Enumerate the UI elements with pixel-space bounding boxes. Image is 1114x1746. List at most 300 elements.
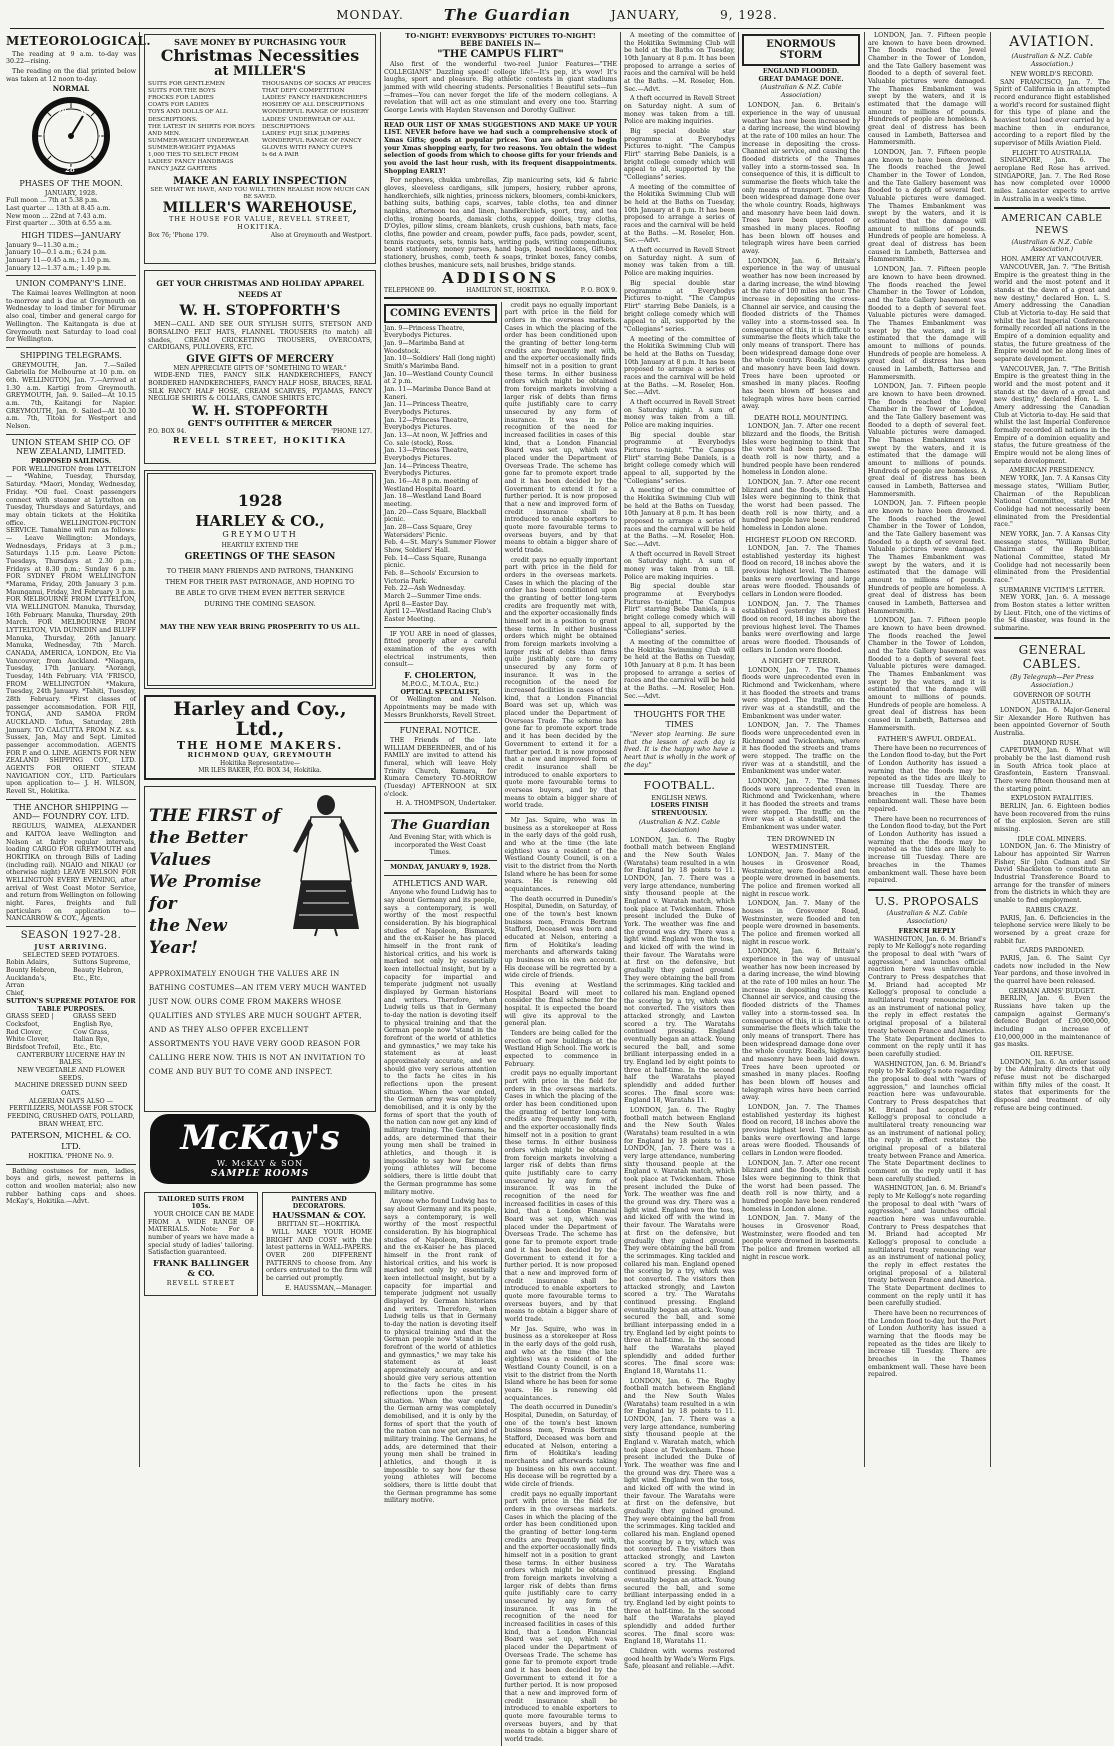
stopforth-phone: 'PHONE 127. bbox=[331, 428, 372, 436]
event-item: April 12—Westland Racing Club's Easter Meeting. bbox=[384, 608, 492, 624]
millers-item: LADIES' FUJI SILK JUMPERS bbox=[262, 130, 350, 137]
potato-item: Chief, bbox=[6, 990, 25, 998]
swimming-text-4: A meeting of the committee of the Hokitika Swimming Club will be held at the Baths on Tuesday, 10th January at 8 p.m. It has been proposed to arrange a series of races and the carnival will be held at the Baths. —M. Roseler, Hon. Sec.—Advt. bbox=[624, 487, 735, 548]
grass-item: Italian Rye, bbox=[73, 1036, 110, 1044]
millers-box: Box 76; 'Phone 179. bbox=[148, 231, 209, 239]
millers-at: at MILLER'S bbox=[214, 63, 306, 79]
storm-text-3: LONDON, Jan. 6. Britain's experience in the way of unusual weather has now been increased by a daring increase, the wind blowing at the rate of 100 miles an hour. The increase in depositing the cross-Channel air service, and causing the flooded districts of the Thames valley into a storm-tossed sea. In consequence of this, it is difficult to summarise the fleets which take the only means of transport. There has been widespread damage done over the whole country. Roads, highways and masonry have been laid down. Trees have been uprooted or smashed in many places. Roofing has been blown off houses and telegraph wires have been carried away. bbox=[742, 948, 860, 1102]
american-text: VANCOUVER, Jan. 7. "The British Empire is the greatest thing in the world and the most potent and it stands at the dawn of a great and new destiny," declared Hon. L. S. Amery addressing the Canadian Club at Victoria to-day. He said that whilst the last Imperial Conference formally recorded all nations in the Empire of a dominion equality and status, the future greatness of the Empire would not be along lines of separate development. bbox=[994, 264, 1110, 364]
football-text-3: LONDON, Jan. 6. The Rugby football match between England and the New South Wales (Waratahs) team resulted in a win for England by 18 points to 11. LONDON, Jan. 7. There was a very large attendance, numbering sixty thousand people at the England v. Waratah match, which took place at Twickenham. Those present included the Duke of York. The weather was fine and the ground was dry. There was a light wind. England won the toss, and kicked off with the wind in their favour. The Waratahs were at first on the defensive, but gradually they gained ground. They were obtaining the ball from the scrimmages. King tackled and collared his man. England opened the scoring by a try, which was not converted. The visitors then attacked strongly, and Lawton scored a try. The Waratahs continued pressing. England eventually began an attack. Young secured the ball, and some brilliant interpassing ended in a try. England led by eight points to three at half-time. In the second half the Waratahs played splendidly and added further scores. The final score was: England 18, Waratahs 11. bbox=[624, 1377, 735, 1646]
american-heading: AMERICAN CABLE NEWS bbox=[1001, 213, 1103, 236]
millers-item: LADIES' FANCY HANDKERCHIEFS bbox=[262, 95, 368, 102]
also-line: ALGERIAN OATS ALSO — FERTILIZERS, MOLASSE FOR STOCK FEEDING, CRUSHED OATS, POLLARD, BRAN WHEAT, ETC. bbox=[7, 1097, 135, 1128]
dial-number: 29 bbox=[57, 106, 67, 116]
event-item: Feb. 4—St. Mary's Summer Flower Show, Soldiers' Hall. bbox=[384, 539, 497, 555]
event-item: Jan. 11—Princess Theatre, Everybodys Pictures. bbox=[384, 401, 469, 416]
column-rule bbox=[990, 32, 991, 1467]
grass-item: English Rye, bbox=[73, 1020, 113, 1028]
grass-item: White Clover, bbox=[6, 1036, 50, 1044]
barometer-dial-icon bbox=[31, 96, 111, 176]
column-6 bbox=[868, 32, 986, 1467]
haussman-text: WILL MAKE YOUR HOME BRIGHT AND COSY with the latest patterns in WALL-PAPERS. OVER 200 DIFFERENT PATTERNS to choose from. Any orders entrusted to the firm will be carried out promptly. bbox=[266, 1229, 372, 1283]
credit-text-4: credit pays no equally important part with price in the field for orders in the overseas markets. Cases in which the placing of the order has been conditioned upon the granting of better long-term credits are frequently met with, and the exporter occasionally finds himself not in a position to grant these terms. In either business orders which might be obtained from foreign markets involving a larger risk of debts than firms quite justifiably care to carry unsecured by any form of insurance. It was in the recognition of the need for increased facilities in cases of this kind, that a London Financial Board was set up, which was placed under the Department of Overseas Trade. The scheme has gone far to promote export trade and it has been decided by the Government to extend it for a further period. It is now proposed that a new and improved form of credit insurance shall be introduced to enable exporters to quote more favourable terms to overseas buyers, and by that means to obtain a bigger share of world trade. bbox=[504, 1490, 617, 1744]
paterson-name: PATERSON, MICHEL & CO. LTD. bbox=[10, 1131, 132, 1152]
swimming-text-2: A meeting of the committee of the Hokitika Swimming Club will be held at the Baths on Tuesday, 10th January at 8 p.m. It has been proposed to arrange a series of races and the carnival will be held at the Baths. —M. Roseler, Hon. Sec.—Advt. bbox=[624, 183, 735, 245]
football-text-2: LONDON, Jan. 6. The Rugby football match between England and the New South Wales (Waratahs) team resulted in a win for England by 18 points to 11. LONDON, Jan. 7. There was a very large attendance, numbering sixty thousand people at the England v. Waratah match, which took place at Twickenham. Those present included the Duke of York. The weather was fine and the ground was dry. There was a light wind. England won the toss, and kicked off with the wind in their favour. The Waratahs were at first on the defensive, but gradually they gained ground. They were obtaining the ball from the scrimmages. King tackled and collared his man. England opened the scoring by a try, which was not converted. The visitors then attacked strongly, and Lawton scored a try. The Waratahs continued pressing. England eventually began an attack. Young secured the ball, and some brilliant interpassing ended in a try. England led by eight points to three at half-time. In the second half the Waratahs played splendidly and added further scores. The final score was: England 18, Waratahs 11. bbox=[624, 1107, 735, 1375]
campus-top: TO-NIGHT! EVERYBODYS' PICTURES TO-NIGHT! bbox=[405, 32, 596, 40]
millers-item: SUITS FOR GENTLEMEN bbox=[148, 81, 225, 88]
hc-address: RICHMOND QUAY, GREYMOUTH bbox=[187, 750, 333, 759]
tailored-title: TAILORED SUITS FROM 105s. bbox=[157, 1195, 245, 1211]
haussman-advert bbox=[262, 1192, 376, 1297]
moon-line: New moon ... 22nd at 7.43 a.m. bbox=[6, 212, 107, 220]
night-text: LONDON, Jan. 7. The Thames floods were unprecedented even in Richmond and Twickenham, where it has flooded the streets and trams were stopped. The traffic on the river was at a standstill, and the Embankment was under water. bbox=[742, 666, 860, 720]
event-item: Jan. 13—At noon, W. Jeffries and Co. sale (stock), Ross. bbox=[384, 431, 488, 447]
coal-heading: IDLE COAL MINERS. bbox=[1017, 835, 1087, 843]
stopforth-title: W. H. STOPFORTH'S bbox=[179, 302, 341, 319]
event-item: Jan. 11—Marimba Dance Band at Kaneri. bbox=[384, 385, 491, 401]
col3-lower bbox=[384, 302, 617, 1746]
theft-text-4: A theft occurred in Revell Street on Saturday night. A sum of money was taken from a till. Police are making inquiries. bbox=[624, 550, 735, 581]
oil-heading: OIL REFUSE. bbox=[1030, 1050, 1074, 1058]
masthead-month: JANUARY, bbox=[610, 8, 681, 22]
football-text: LONDON, Jan. 6. The Rugby football match between England and the New South Wales (Waratahs) team resulted in a win for England by 18 points to 11. LONDON, Jan. 7. There was a very large attendance, numbering sixty thousand people at the England v. Waratah match, which took place at Twickenham. Those present included the Duke of York. The weather was fine and the ground was dry. There was a light wind. England won the toss, and kicked off with the wind in their favour. The Waratahs were at first on the defensive, but gradually they gained ground. They were obtaining the ball from the scrimmages. King tackled and collared his man. England opened the scoring by a try, which was not converted. The visitors then attacked strongly, and Lawton scored a try. The Waratahs continued pressing. England eventually began an attack. Young secured the ball, and some brilliant interpassing ended in a try. England led by eight points to three at half-time. In the second half the Waratahs played splendidly and added further scores. The final score was: England 18, Waratahs 11. bbox=[624, 836, 735, 1105]
event-item: Jan. 18—Westland Land Board meeting. bbox=[384, 493, 482, 508]
painters-title: PAINTERS AND DECORATORS. bbox=[291, 1195, 347, 1211]
cholerton-degrees: M.P.O.C., M.T.O.A., Etc.) bbox=[401, 680, 479, 688]
first-line-4: the New Year! bbox=[149, 915, 227, 959]
theft-text-3: A theft occurred in Revell Street on Saturday night. A sum of money was taken from a till. Police are making inquiries. bbox=[624, 398, 735, 429]
football-sub2: LOSERS FINISH STRENUOUSLY. bbox=[650, 802, 709, 818]
death-roll-text-2: LONDON, Jan. 7. After one recent blizzard and the floods, the British Isles were beginning to think that the worst had been passed. The death roll is now thirty, and a hundred people have been rendered homeless in London alone. bbox=[742, 479, 860, 533]
aviation-text: SAN FRANCISCO, Jan. 7. The Spirit of California in an attempted record endurance flight established a world's record for sustained flight for this type of plane and the heaviest total load ever carried by a machine then in endurance, according to a report filed by the supervisor of Mills Aviation Field. bbox=[994, 78, 1110, 147]
oil-text: LONDON, Jan. 6. An order issued by the Admiralty directs that oily refuse must not be discharged within fifty miles of the coast. It states that experiments for the disposal and treatment of oily refuse are being continued. bbox=[994, 1058, 1110, 1112]
ten-drowned-text-2: LONDON, Jan. 7. Many of the houses in Grosvenor Road, Westminster, were flooded and ten people were drowned in basements. The police and firemen worked all night in rescue work. bbox=[742, 900, 860, 946]
grass-item: GRASS SEED bbox=[73, 1013, 117, 1021]
athletics-text-2: Anyone who found Ludwig has to say about Germany and its people, says a contemporary, is well worthy of the most respectful consideration. By his biographical studies of Napoleon, Bismarck, and the ex-Kaiser he has placed himself in the front rank of historical critics, and his work is marked not only by essentially keen intellectual insight, but by a capacity for impartial and temperate judgment not usually displayed by German historians and writers. Therefore, when Ludwig tells us that in Germany to-day the nation is devoting itself to physical training and that the German people now "stand in the forefront of the world of athletics and gymnastics," we may take his statement as at least approximately accurate, and we should give very serious attention to the facts he cites in his reflections upon the present situation. When the war ended, the German army was completely demobilised, and it is only by the forms of sport that the youth of the nation can now get any kind of military training. The Germans, he adds, are determined that their young men shall be trained in athletics, and though it is impossible to say how far these young athletes will become soldiers, there is little doubt that the German programme has some military motive. bbox=[384, 1198, 497, 1505]
veg-line: NEW VEGETABLE AND FLOWER SEEDS. bbox=[17, 1066, 125, 1082]
guardian-date: MONDAY, JANUARY 9, 1928. bbox=[390, 863, 491, 871]
general-sub: GOVERNOR OF SOUTH AUSTRALIA. bbox=[1013, 691, 1091, 707]
dial-number: 31 bbox=[93, 131, 103, 141]
death-roll-text-3: LONDON, Jan. 7. After one recent blizzard and the floods, the British Isles were beginning to think that the worst had been passed. The death roll is now thirty, and a hundred people have been rendered homeless in London alone. bbox=[742, 1159, 860, 1213]
general-source: (By Telegraph—Per Press Association.) bbox=[1010, 672, 1094, 689]
theft-text-2: A theft occurred in Revell Street on Saturday night. A sum of money was taken from a till. Police are making inquiries. bbox=[624, 247, 735, 278]
hc-rep: Hokitika Representative— bbox=[220, 759, 300, 767]
event-item: Jan. 12—Princess Theatre, Everybodys Pictures. bbox=[384, 416, 469, 432]
event-item: Jan. 10—Westland County Council at 2 p.m. bbox=[384, 370, 494, 386]
death-text: The death occurred in Dunedin's Hospital, Dunedin, on Saturday, of one of the town's best known business men, Francis Bertram Stafford, Deceased was born and educated at Nelson, entering a firm of Hokitika's leading merchants and afterwards taking up business on his own account. His decease will be regretted by a wide circle of friends. bbox=[504, 895, 617, 980]
tailored-advert bbox=[144, 1192, 258, 1297]
first-line-1: THE FIRST of bbox=[149, 805, 281, 826]
canterbury-line: CANTERBURY LUCERNE HAY IN BALES. bbox=[16, 1051, 126, 1067]
american-source: (Australian & N.Z. Cable Association.) bbox=[1011, 237, 1093, 254]
flirt-text: Big special double star programme at Everybodys Pictures to-night. "The Campus Flirt" starring Bebe Daniels, is a bright college comedy which will appeal to all, supported by the "Collegians" series. bbox=[624, 128, 735, 182]
season-subheading: JUST ARRIVING. bbox=[34, 944, 108, 952]
machine-line: MACHINE DRESSED DUNN SEED OATS. bbox=[14, 1082, 128, 1097]
grass-item: GRASS SEED | bbox=[6, 1013, 54, 1021]
father-heading: FATHER'S AWFUL ORDEAL. bbox=[877, 735, 977, 744]
column-7 bbox=[994, 32, 1110, 1467]
event-item: March 2—Summer Time ends. bbox=[384, 593, 482, 601]
harley-greetings-advert bbox=[144, 470, 376, 689]
millers-item: LADIES' UNDERWEAR OF ALL DESCRIPTIONS bbox=[262, 116, 355, 130]
storm-sub2: GREAT DAMAGE DONE. bbox=[758, 75, 844, 83]
night-heading: A NIGHT OF TERROR. bbox=[761, 657, 841, 666]
mckay-rooms: SAMPLE ROOMS bbox=[210, 1168, 310, 1179]
masthead-day: MONDAY. bbox=[336, 8, 404, 22]
masthead-paper-name: The Guardian bbox=[443, 6, 571, 24]
cards-heading: CARDS PARDONED. bbox=[1019, 947, 1085, 955]
season-heading: SEASON 1927-28. bbox=[20, 929, 122, 941]
millers-item: WONDERFUL RANGE OF HOSIERY bbox=[262, 109, 369, 116]
harley-coy-advert bbox=[144, 695, 376, 780]
millers-item: GLOVES WITH FANCY CUFFS bbox=[262, 144, 353, 151]
hc-sub: THE HOME MAKERS. bbox=[176, 738, 344, 752]
storm-cont-text-3: LONDON, Jan. 7. Fifteen people are known to have been drowned. The floods reached the Jewel Chamber in the Tower of London, and the Tate Gallery basement was flooded to a depth of several feet. Valuable pictures were damaged. The Thames Embankment was swept by the waters, and it is estimated that the damage will amount to millions of pounds. Hundreds of people are homeless. A great deal of distress has been caused in Lambeth, Battersea and Hammersmith. bbox=[868, 266, 986, 381]
storm-sub: ENGLAND FLOODED. bbox=[762, 68, 840, 75]
flood-heading: HIGHEST FLOOD ON RECORD. bbox=[745, 535, 857, 544]
fashion-figure-illustration bbox=[281, 791, 371, 960]
presidency-text-2: NEW YORK, Jan. 7. A Kansas City message states, "William Butler, Chairman of the Republican National Committee, stated Mr Coolidge had not necessarily been eliminated from the Presidential race." bbox=[994, 530, 1110, 584]
ten-drowned-text: LONDON, Jan. 7. Many of the houses in Grosvenor Road, Westminster, were flooded and ten people were drowned in basements. The police and firemen worked all night in rescue work. bbox=[742, 852, 860, 898]
usscn-text: FOR WELLINGTON from LYTTELTON— *Wahine, Tuesday, Thursday, Saturday. *Maori, Monday, Wednesday, Friday. *Oil fuel. Coast passengers connect with steamer at Lyttelton on Tuesday, Thursdays and Saturdays, and may obtain tickets at the Hokitika office. WELLINGTON-PICTON SERVICE. Tamahine will run as follows:— Leave Wellington: Mondays, Wednesdays, Fridays at 3 p.m.; Saturdays 1.15 p.m. Leave Picton: Tuesdays, Thursdays at 2.30 p.m.; Fridays at 8.30 p.m.; Sunday 6 p.m. FOR SYDNEY FROM WELLINGTON *Marama, Friday, 20th January 3 p.m. Maunganui, Friday, 3rd February 3 p.m. FOR MELBOURNE FROM LYTTELTON, VIA WELLINGTON. Manuka, Thursday, 16th February. Manuka, Thursday, 29th March. FOR MELBOURNE FROM LYTTELTON, VIA DUNEDIN and BLUFF Manuka, Thursday, 26th January. Manuka, Wednesday, 7th March. CANADA, AMERICA, LONDON, Etc Via Vancouver, from Auckland. *Niagara, Tuesday, 17th January. *Aorangi, Tuesday, 14th February. VIA 'FRISCO, FROM WELLINGTON *Makura, Tuesday, 24th January. *Tahiti, Tuesday, 28th February. *First classes of passenger accommodation. FOR FIJI, TONGA, AND SAMOA FROM AUCKLAND. Tofua, Saturday, 28th January. TO CALCUTTA FROM N.Z. s.s. Sussex, Jan, May and Sept. Limited passenger accommodation. AGENTS FOR P. and O. LINE. AGENTS FOR NEW ZEALAND SHIPPING COY., LTD. AGENTS FOR ORIENT STEAM NAVIGATION COY., LTD. Particulars upon application to— J. H. WILSON, Revell St., Hokitika. bbox=[6, 465, 136, 796]
addisons-advert bbox=[384, 120, 617, 299]
sutton-line: SUTTON'S SUPREME POTATOE FOR TABLE PURPOSES. bbox=[6, 997, 136, 1013]
event-item: Jan. 13—Princess Theatre, Everybodys Pictures. bbox=[384, 447, 469, 462]
addisons-box: P. O. BOX 9. bbox=[580, 287, 617, 295]
coal-text: LONDON, Jan. 6. The Ministry of Labour has appointed Sir Warren Fisher, Sir John Cadman and Sir David Shackleton to constitute an Industrial Transference Board to arrange for the transfer of miners from the districts in which they are unable to find employment. bbox=[994, 843, 1110, 905]
harley-greet: GREETINGS OF THE SEASON bbox=[184, 551, 336, 562]
death-text-2: The death occurred in Dunedin's Hospital, Dunedin, on Saturday, of one of the town's best known business men, Francis Bertram Stafford, Deceased was born and educated at Nelson, entering a firm of Hokitika's leading merchants and afterwards taking up business on his own account. His decease will be regretted by a wide circle of friends. bbox=[504, 1404, 617, 1488]
millers-item: THOUSANDS OF SOCKS AT PRICES THAT DEFY COMPETITION bbox=[262, 81, 371, 95]
storm-text-2: LONDON, Jan. 6. Britain's experience in the way of unusual weather has now been increased by a daring increase, the wind blowing at the rate of 100 miles an hour. The increase in depositing the cross-Channel air service, and causing the flooded districts of the Thames valley into a storm-tossed sea. In consequence of this, it is difficult to summarise the fleets which take the only means of transport. There has been widespread damage done over the whole country. Roads, highways and masonry have been laid down. Trees have been uprooted or smashed in many places. Roofing has been blown off houses and telegraph wires have been carried away. bbox=[742, 257, 860, 411]
column-rule bbox=[380, 32, 381, 1467]
haussman-address: BRITTAN ST.—HOKITIKA. bbox=[277, 1221, 361, 1229]
millers-lists bbox=[148, 81, 372, 173]
mckay-first-advert bbox=[144, 786, 376, 1112]
funeral-text: THE Friends of the late WILLIAM DEBERDNER, and of his FAMILY are invited to attend his funeral, which will leave Holy Trinity Church, Kumara, for Kumara Cemetery TO-MORROW (Tuesday) AFTERNOON at SIX o'clock. bbox=[384, 736, 497, 798]
millers-item: TOYS AND DOLLS OF ALL DESCRIPTIONS. bbox=[148, 109, 228, 123]
aviation-source: (Australian & N.Z. Cable Association.) bbox=[1011, 52, 1093, 68]
stopforth-advert bbox=[144, 270, 376, 464]
rabbits-text: PARIS, Jan. 6. Deficiencies in the telephone service were likely to be worsened by a great craze for rabbit fur. bbox=[994, 914, 1110, 945]
cholerton-address: Of Wellington and Nelson. Appointments may be made with Messrs Brunkhorsts, Revell Street. bbox=[384, 696, 497, 719]
millers-item: SUMMER-WEIGHT PYJAMAS bbox=[148, 144, 236, 151]
harley-heart: HEARTILY EXTEND THE bbox=[221, 542, 299, 550]
grass-item: Cow Grass, bbox=[73, 1028, 110, 1036]
anchor-heading: THE ANCHOR SHIPPING —AND— FOUNDRY COY. LTD. bbox=[12, 802, 130, 822]
first-header bbox=[149, 791, 371, 960]
tides-heading: HIGH TIDES—JANUARY bbox=[21, 230, 121, 240]
flirt-text-4: Big special double star programme at Everybodys Pictures to-night. "The Campus Flirt" starring Bebe Daniels, is a bright college comedy which will appeal to all, supported by the "Collegians" series. bbox=[624, 583, 735, 637]
stopforth-address: REVELL STREET, HOKITIKA bbox=[172, 434, 348, 445]
dial-number: 27 bbox=[39, 131, 49, 141]
mckay-logo bbox=[150, 1114, 370, 1184]
anchor-text: REGULUS, WAIMEA, ALEXANDER and KAITOA leave Wellington and Nelson at fairly regular intervals, loading CARGO FOR GREYMOUTH and HOKITIKA on through Bills of Lading (including rail). NGAIO and NIKAU (or otherwise night) LEAVE NELSON FOR WELLINGTON EVERY EVENING, after arrival of West Coast Motor Service, and return from Wellington on following night. Fares, freights and full particulars on application to— NANCARROW & COY., Agents. bbox=[6, 823, 136, 923]
potato-item: Arran bbox=[6, 982, 25, 990]
column-4 bbox=[624, 32, 735, 1671]
american-sub: HON. AMERY AT VANCOUVER. bbox=[1001, 256, 1103, 264]
woman-figure-icon bbox=[281, 791, 371, 936]
moon-line: First quarter ... 30th at 6.55 a.m. bbox=[6, 220, 112, 228]
xmas-read: READ OUR LIST OF XMAS SUGGESTIONS AND MAKE UP YOUR LIST. NEVER before have we had such a comprehensive stock of Xmas Gifts; goods at popular prices. You are advised to begin your Xmas shopping early, for two reasons. You obtain the widest selection of goods from which to choose gifts for your friends and you avoid the last hour rush, with its frequent disappointments. Shopping EARLY! bbox=[384, 121, 617, 175]
thoughts-text: "Never stop learning. Be sure that the lesson of each day is lived. It is the happy who have a heart that is wholly in the work of the day." bbox=[624, 730, 735, 769]
harley-may: MAY THE NEW YEAR BRING PROSPERITY TO US ALL. bbox=[160, 622, 360, 631]
event-item: Jan. 9—Marimba Band at Woodstock. bbox=[384, 339, 465, 355]
bathing-text: Bathing costumes for men, ladies, boys and girls, newest patterns in cotton and woollen material; also new rubber bathing caps and shoes. McKay's, Hokitika.—Advt. bbox=[6, 1167, 136, 1206]
grass-item: Cocksfoot, bbox=[6, 1020, 40, 1028]
night-text-3: LONDON, Jan. 7. The Thames floods were unprecedented even in Richmond and Twickenham, where it has flooded the streets and trams were stopped. The traffic on the river was at a standstill, and the Embankment was under water. bbox=[742, 778, 860, 832]
tenders-text: Tenders are being called for the erection of new buildings at the Westland High School. The work is expected to commence in February. bbox=[504, 1030, 617, 1068]
us-proposals-heading: U.S. PROPOSALS bbox=[874, 894, 980, 908]
general-text: LONDON, Jan. 6. Major-General Sir Alexander Hore Ruthven has been appointed Governor of South Australia. bbox=[994, 707, 1110, 738]
grass-item: Birdsfoot Trefoil, bbox=[6, 1043, 61, 1051]
aviation-heading: AVIATION. bbox=[1009, 34, 1095, 50]
athletics-heading: ATHLETICS AND WAR. bbox=[392, 878, 488, 888]
explosion-text: BERLIN, Jan. 6. Eighteen bodies have been recovered from the ruins of the explosion. Seven are still missing. bbox=[994, 803, 1110, 834]
column-rule bbox=[139, 32, 140, 1467]
millers-also: Also at Greymouth and Westport. bbox=[270, 231, 372, 239]
ten-drowned-text-3: LONDON, Jan. 7. Many of the houses in Grosvenor Road, Westminster, were flooded and ten people were drowned in basements. The police and firemen worked all night in rescue work. bbox=[742, 1215, 860, 1261]
funeral-signature: H. A. THOMPSON, Undertaker. bbox=[396, 800, 497, 808]
moon-line: Last quarter ... 13th at 8.45 a.m. bbox=[6, 204, 111, 212]
campus-film: "THE CAMPUS FLIRT" bbox=[437, 48, 564, 60]
aviation-sub: NEW WORLD'S RECORD. bbox=[1010, 70, 1094, 78]
thoughts-heading: THOUGHTS FOR THE TIMES bbox=[633, 710, 726, 730]
potatoes-list bbox=[6, 959, 136, 997]
column-rule bbox=[620, 32, 621, 1467]
moon-heading: PHASES OF THE MOON. bbox=[19, 178, 123, 188]
mckay-big: McKay's bbox=[180, 1117, 340, 1158]
stopforth-list: WIDE-END TIES, FANCY SILK HANDKERCHIEFS, FANCY BORDERED HANDKERCHIEFS, FANCY HALF HOSE, BRACES, REAL SILK FANCY HALF HOSE, CREAM SCARVES, PYJAMAS, FANCY NEGLIGE SHIRTS & COLLARS, CANOE SHIRTS ETC. bbox=[148, 372, 372, 403]
millers-top: SAVE MONEY BY PURCHASING YOUR bbox=[174, 37, 346, 47]
event-item: Jan. 9—Princess Theatre, Everybodys Pictures. bbox=[384, 324, 465, 340]
stopforth-top: GET YOUR CHRISTMAS AND HOLIDAY APPAREL NEEDS AT bbox=[156, 279, 364, 300]
us-text-2: WASHINGTON, Jan. 6. M. Briand's reply to Mr Kellogg's note regarding the proposal to deal with "wars of aggression," and launches official reaction here was unfavourable. Contrary to Press despatches that M. Briand had accepted Mr Kellogg's proposal to conclude a multilateral treaty renouncing war as an instrument of national policy, the reply in effect restates the original proposal of a bilateral treaty between France and America. The State Department declines to comment on the reply until it has been carefully studied. bbox=[868, 1060, 986, 1183]
millers-item: Is 6d A PAIR bbox=[262, 151, 299, 158]
millers-title: Christmas Necessities bbox=[160, 45, 360, 65]
guardian-title: The Guardian bbox=[390, 818, 491, 833]
campus-star: BEBE DANIELS IN— bbox=[460, 39, 541, 49]
column-rule bbox=[738, 32, 739, 1467]
telegrams-heading: SHIPPING TELEGRAMS. bbox=[20, 350, 122, 360]
cholerton-name: F. CHOLERTON, bbox=[404, 670, 477, 681]
event-item: April 8—Easter Day. bbox=[384, 600, 449, 608]
german-text: BERLIN, Jan. 6. Even the Russians have taken up the campaign against Germany's defence Budget of £30,000,000, including an increase of £10,000,000 in the maintenance of gas masks. bbox=[994, 995, 1110, 1049]
frank-address: REVELL STREET bbox=[166, 1279, 236, 1287]
tides-line: January 9—11.30 a.m.; bbox=[6, 241, 79, 249]
stopforth-outfitter: GENT'S OUTFITTER & MERCER bbox=[187, 417, 333, 428]
stopforth-give: GIVE GIFTS OF MERCERY bbox=[186, 353, 334, 365]
guardian-sub: And Evening Star, with which is incorporated the West Coast Times. bbox=[389, 833, 492, 857]
event-item: Jan. 14—Princess Theatre, Everybodys Pictures. bbox=[384, 462, 469, 478]
cholerton-optical: OPTICAL SPECIALIST, bbox=[400, 688, 480, 696]
stopforth-give-sub: MEN APPRECIATE GIFTS OF "SOMETHING TO WEAR." bbox=[173, 364, 347, 372]
storm-source: (Australian & N.Z. Cable Association) bbox=[760, 83, 842, 100]
masthead bbox=[10, 2, 1104, 29]
american-text-2: VANCOUVER, Jan. 7. "The British Empire is the greatest thing in the world and the most potent and it stands at the dawn of a great and new destiny," declared Hon. L. S. Amery addressing the Canadian Club at Victoria to-day. He said that whilst the last Imperial Conference formally recorded all nations in the Empire of a dominion equality and status, the future greatness of the Empire would not be along lines of separate development. bbox=[994, 365, 1110, 465]
harley-text: TO THEIR MANY FRIENDS AND PATRONS, THANKING THEM FOR THEIR PAST PATRONAGE, AND HOPING TO BE ABLE TO GIVE THEM EVEN BETTER SERVICE DURING THE COMING SEASON. bbox=[165, 566, 355, 608]
paterson-sub: HOKITIKA. 'PHONE No. 9. bbox=[28, 1152, 114, 1160]
event-item: Feb. 14—Cass Square, Runanga picnic. bbox=[384, 554, 487, 570]
credit-text: credit pays no equally important part with price in the field for orders in the overseas markets. Cases in which the placing of the order has been conditioned upon the granting of better long-term credits are frequently met with, and the exporter occasionally finds himself not in a position to grant these terms. In either business orders which might be obtained from foreign markets involving a larger risk of debts than firms quite justifiably care to carry unsecured by any form of insurance. It was in the recognition of the need for increased facilities in cases of this kind, that a London Financial Board was set up, which was placed under the Department of Overseas Trade. The scheme has gone far to promote export trade and it has been decided by the Government to extend it for a further period. It is now proposed that a new and improved form of credit insurance shall be introduced to enable exporters to quote more favourable terms to overseas buyers, and by that means to obtain a bigger share of world trade. bbox=[504, 301, 617, 555]
millers-item: HOSIERY OF ALL DESCRIPTIONS bbox=[262, 102, 365, 109]
squire-text-2: Mr Jas. Squire, who was in business as a storekeeper at Ross in the early days of the gold rush, and who at the time (the late eighties) was a resident of the Westland County Council, is on a visit to the district from the North Island where he has been for some years. He is renewing old acquaintances. bbox=[504, 1325, 617, 1402]
flirt-text-3: Big special double star programme at Everybodys Pictures to-night. "The Campus Flirt" starring Bebe Daniels, is a bright college comedy which will appeal to all, supported by the "Collegians" series. bbox=[624, 431, 735, 485]
ten-drowned-heading: TEN DROWNED IN WESTMINSTER. bbox=[767, 834, 835, 852]
death-roll-text: LONDON, Jan. 7. After one recent blizzard and the floods, the British Isles were beginning to think that the worst had been passed. The death roll is now thirty, and a hundred people have been rendered homeless in London alone. bbox=[742, 423, 860, 477]
athletics-text: Anyone who found Ludwig has to say about Germany and its people, says a contemporary, is well worthy of the most respectful consideration. By his biographical studies of Napoleon, Bismarck, and the ex-Kaiser he has placed himself in the front rank of historical critics, and his work is marked not only by essentially keen intellectual insight, but by a capacity for impartial and temperate judgment not usually displayed by German historians and writers. Therefore, when Ludwig tells us that in Germany to-day the nation is devoting itself to physical training and that the German people now "stand in the forefront of the world of athletics and gymnastics," we may take his statement as at least approximately accurate, and we should give very serious attention to the facts he cites in his reflections upon the present situation. When the war ended, the German army was completely demobilised, and it is only by the forms of sport that the youth of the nation can now get any kind of military training. The Germans, he adds, are determined that their young men shall be trained in athletics, and though it is impossible to say how far these young athletes will become soldiers, there is little doubt that the German programme has some military motive. bbox=[384, 889, 497, 1196]
diamond-heading: DIAMOND RUSH. bbox=[1022, 739, 1082, 747]
flight-heading: FLIGHT TO AUSTRALIA. bbox=[1012, 149, 1092, 157]
tides-line: January 12—1.37 a.m.; 1.49 p.m. bbox=[6, 264, 111, 272]
cards-text: PARIS, Jan. 6. The Saint Cyr cadets now included in the New Year pardons, and those involved in the quarrel have been released. bbox=[994, 954, 1110, 985]
harley-year: 1928 bbox=[237, 491, 283, 510]
credit-text-2: credit pays no equally important part with price in the field for orders in the overseas markets. Cases in which the placing of the order has been conditioned upon the granting of better long-term credits are frequently met with, and the exporter occasionally finds himself not in a position to grant these terms. In either business orders which might be obtained from foreign markets involving a larger risk of debts than firms quite justifiably care to carry unsecured by any form of insurance. It was in the recognition of the need for increased facilities in cases of this kind, that a London Financial Board was set up, which was placed under the Department of Overseas Trade. The scheme has gone far to promote export trade and it has been decided by the Government to extend it for a further period. It is now proposed that a new and improved form of credit insurance shall be introduced to enable exporters to quote more favourable terms to overseas buyers, and by that means to obtain a bigger share of world trade. bbox=[504, 556, 617, 810]
campus-text: Also first of the wonderful two-reel Junior Features—"THE COLLEGIANS" Dazzling speed! college life!—It's pep, it's wow! It's laughs, sport and pleasure. Big athletic contests in giant stadiums jammed with wild cheering students. Personalities ! Beautiful sets—fun—frames—You can never forget the life of the modern collegians. A revelation that will act as one stimulant and every one too. Starring George Lewis with Hayden Stevenson and Dorothy Gulliver. bbox=[384, 61, 617, 115]
column-5 bbox=[742, 32, 860, 1467]
millers-advert bbox=[144, 34, 376, 264]
potato-item: Aucklanda's, bbox=[6, 974, 47, 982]
theft-text: A theft occurred in Revell Street on Saturday night. A sum of money was taken from a till. Police are making inquiries. bbox=[624, 95, 735, 126]
submarine-heading: SUBMARINE VICTIM'S LETTER. bbox=[998, 586, 1106, 594]
millers-item: THE LATEST IN SHIRTS FOR BOYS AND MEN. bbox=[148, 123, 255, 137]
worms-text: Children with worms restored good health by Wade's Worm Figs. Safe, pleasant and reliable.—Advt. bbox=[624, 1648, 735, 1671]
storm-heading-box bbox=[742, 34, 860, 66]
mckay-sub: W. McKAY & SON bbox=[216, 1158, 304, 1168]
season-potatoes: SELECTED SEED POTATOES. bbox=[22, 951, 120, 959]
night-text-2: LONDON, Jan. 7. The Thames floods were unprecedented even in Richmond and Twickenham, where it has flooded the streets and trams were stopped. The traffic on the river was at a standstill, and the Embankment was under water. bbox=[742, 722, 860, 776]
hc-rep2: MR ILES BAKER, P.O. BOX 34, Hokitika. bbox=[198, 767, 322, 775]
campus-flirt-advert bbox=[384, 32, 617, 120]
storm-cont-text-6: LONDON, Jan. 7. Fifteen people are known to have been drowned. The floods reached the Jewel Chamber in the Tower of London, and the Tate Gallery basement was flooded to a depth of several feet. Valuable pictures were damaged. The Thames Embankment was swept by the waters, and it is estimated that the damage will amount to millions of pounds. Hundreds of people are homeless. A great deal of distress has been caused in Lambeth, Battersea and Hammersmith. bbox=[868, 617, 986, 732]
rabbits-heading: RABBIS CRAZE. bbox=[1025, 906, 1079, 914]
millers-item: LADIES' FANCY HANDBAGS bbox=[148, 158, 234, 165]
millers-item: FROCKS FOR LADIES bbox=[148, 95, 214, 102]
haussman-signature: E. HAUSSMAN,—Manager. bbox=[285, 1284, 372, 1292]
submarine-text: NEW YORK, Jan. 6. A message from Boston states a letter written by Lieut. Fitch, one of the victims of the S4 disaster, was found in the submarine. bbox=[994, 594, 1110, 632]
us-source: (Australian & N.Z. Cable Association) bbox=[886, 909, 968, 926]
frank-name: FRANK BALLINGER & CO. bbox=[152, 1259, 250, 1280]
first-line-2: the Better Values bbox=[149, 827, 247, 870]
column-3 bbox=[384, 32, 617, 1744]
storm-cont-text-2: LONDON, Jan. 7. Fifteen people are known to have been drowned. The floods reached the Jewel Chamber in the Tower of London, and the Tate Gallery basement was flooded to a depth of several feet. Valuable pictures were damaged. The Thames Embankment was swept by the waters, and it is estimated that the damage will amount to millions of pounds. Hundreds of people are homeless. A great deal of distress has been caused in Lambeth, Battersea and Hammersmith. bbox=[868, 149, 986, 264]
potato-item: Bounty Hebron, bbox=[6, 967, 57, 975]
moon-line: Full moon ... 7th at 5.38 p.m. bbox=[6, 197, 99, 205]
hc-title: Harley and Coy., Ltd., bbox=[173, 698, 347, 740]
father-text-3: There have been no recurrences of the London flood to-day, but the Port of London Authority has issued a warning that the floods may be repeated as the tides are likely to increase till Tuesday. There are breaches in the Thames embankment wall. These have been repaired. bbox=[868, 1310, 986, 1379]
first-text: APPROXIMATELY ENOUGH THE VALUES ARE IN BATHING COSTUMES—AN ITEM VERY MUCH WANTED JUST NOW. OURS COME FROM MAKERS WHOSE QUALITIES AND STYLES ARE MUCH SOUGHT AFTER, AND AS THEY ALSO OFFER EXCELLENT ASSORTMENTS YOU HAVE VERY GOOD REASON FOR CALLING HERE NOW. THIS IS NOT AN INVITATION TO COME AND BUY BUT TO COME AND INSPECT. bbox=[149, 970, 367, 1077]
flight-text: SINGAPORE, Jan. 6. The aeroplane Red Rose has arrived. SINGAPORE, Jan. 7. The Red Rose has now completed over 10000 miles. Lancaster expects to arrive in Australia in a week's time. bbox=[994, 157, 1110, 203]
us-text-3: WASHINGTON, Jan. 6. M. Briand's reply to Mr Kellogg's note regarding the proposal to deal with "wars of aggression," and launches official reaction here was unfavourable. Contrary to Press despatches that M. Briand had accepted Mr Kellogg's proposal to conclude a multilateral treaty renouncing war as an instrument of national policy, the reply in effect restates the original proposal of a bilateral treaty between France and America. The State Department declines to comment on the reply until it has been carefully studied. bbox=[868, 1185, 986, 1308]
flood-text-3: LONDON, Jan. 7. The Thames established yesterday its highest flood on record, 18 inches above the previous highest level. The Thames banks were overflowing and large areas were flooded. Thousands of cellars in London were flooded. bbox=[742, 1103, 860, 1157]
addisons-telephone: TELEPHONE 99. bbox=[384, 287, 437, 295]
storm-cont-text: LONDON, Jan. 7. Fifteen people are known to have been drowned. The floods reached the Jewel Chamber in the Tower of London, and the Tate Gallery basement was flooded to a depth of several feet. Valuable pictures were damaged. The Thames Embankment was swept by the waters, and it is estimated that the damage will amount to millions of pounds. Hundreds of people are homeless. A great deal of distress has been caused in Lambeth, Battersea and Hammersmith. bbox=[868, 32, 986, 147]
grass-item: Red Clover, bbox=[6, 1028, 43, 1036]
addisons-name: ADDISONS bbox=[441, 269, 560, 288]
millers-item: 1,000 TIES TO SELECT FROM bbox=[148, 151, 239, 158]
diamond-text: CAPETOWN, Jan. 6. What will probably be the last diamond rush in South Africa took place at Grasfontein, Eastern Transvaal. There were fifteen thousand men at the starting point. bbox=[994, 747, 1110, 793]
harley-town: GREYMOUTH bbox=[222, 529, 298, 539]
event-item: Jan. 16—At 8 p.m. meeting of Westland Hospital Board. bbox=[384, 477, 478, 493]
flirt-text-2: Big special double star programme at Everybodys Pictures to-night. "The Campus Flirt" starring Bebe Daniels, is a bright college comedy which will appeal to all, supported by the "Collegians" series. bbox=[624, 279, 735, 333]
potato-item: Etc., Etc. bbox=[73, 974, 103, 982]
dial-number: 30 bbox=[79, 106, 89, 116]
usscn-subheading: PROPOSED SAILINGS. bbox=[30, 458, 112, 466]
millers-make-sub: SEE WHAT WE HAVE, AND YOU WILL THEN REALISE HOW MUCH CAN BE SAVED. bbox=[150, 187, 370, 201]
event-item: Jan. 10—Soldiers' Hall (long night) Smith's Marimba Band. bbox=[384, 355, 496, 370]
union-text: The Kaimai leaves Wellington at noon to-morrow and is due at Greymouth on Wednesday to load timber for Mirumar also coal, timber and general cargo for Wellington. The Kaitangata is due at Greymouth next Saturday to load coal for Wellington. bbox=[6, 290, 136, 344]
meteorological-heading: METEOROLOGICAL. bbox=[6, 34, 152, 48]
general-heading: GENERAL CABLES. bbox=[1018, 642, 1086, 672]
potato-item: Suttons Supreme, bbox=[73, 959, 131, 967]
met-line: The reading at 9 a.m. to-day was 30.22—rising. bbox=[6, 50, 136, 66]
harley-name: HARLEY & CO., bbox=[195, 511, 325, 530]
millers-item: FANCY JAZZ GARTERS bbox=[148, 165, 217, 172]
grass-item: Etc., Etc. bbox=[73, 1043, 103, 1051]
football-source: (Australian & N.Z. Cable Association) bbox=[638, 817, 721, 834]
father-text: There have been no recurrences of the London flood to-day, but the Port of London Authority has issued a warning that the floods may be repeated as the tides are likely to increase till Tuesday. There are breaches in the Thames embankment wall. These have been repaired. bbox=[868, 744, 986, 814]
football-sub: ENGLISH NEWS. bbox=[651, 794, 708, 802]
column-rule bbox=[864, 32, 865, 1467]
football-heading: FOOTBALL. bbox=[643, 779, 716, 793]
father-text-2: There have been no recurrences of the London flood to-day, but the Port of London Authority has issued a warning that the floods may be repeated as the tides are likely to increase till Tuesday. There are breaches in the Thames embankment wall. These have been repaired. bbox=[868, 815, 986, 885]
column-2 bbox=[144, 32, 376, 1467]
stopforth-name: W. H. STOPFORTH bbox=[191, 403, 329, 419]
storm-cont-text-4: LONDON, Jan. 7. Fifteen people are known to have been drowned. The floods reached the Jewel Chamber in the Tower of London, and the Tate Gallery basement was flooded to a depth of several feet. Valuable pictures were damaged. The Thames Embankment was swept by the waters, and it is estimated that the damage will amount to millions of pounds. Hundreds of people are homeless. A great deal of distress has been caused in Lambeth, Battersea and Hammersmith. bbox=[868, 383, 986, 498]
first-line-3: We Promise for bbox=[149, 871, 262, 914]
millers-footer bbox=[148, 232, 372, 239]
haussman-name: HAUSSMAN & COY. bbox=[272, 1211, 366, 1222]
death-roll-heading: DEATH ROLL MOUNTING. bbox=[753, 414, 849, 423]
tides-line: January 11—0.45 a.m.; 1.10 p.m. bbox=[6, 257, 111, 265]
stopforth-box: P.O. BOX 94. bbox=[148, 428, 187, 436]
dial-label: NORMAL bbox=[52, 84, 90, 94]
swimming-text-5: A meeting of the committee of the Hokitika Swimming Club will be held at the Baths on Tuesday, 10th January at 8 p.m. It has been proposed to arrange a series of races and the carnival will be held at the Baths. —M. Roseler, Hon. Sec.—Advt. bbox=[624, 639, 735, 700]
event-item: Feb. 22—Ash Wednesday. bbox=[384, 585, 466, 593]
dial-number: 28 bbox=[65, 164, 75, 174]
tides-line: January 10—0.1 a.m.; 6.24 p.m. bbox=[6, 249, 107, 257]
millers-item: WONDERFUL RANGE OF FANCY bbox=[262, 137, 362, 144]
explosion-heading: EXPLOSION FATALITIES. bbox=[1010, 795, 1094, 803]
xmas-list: For nephews, chukka umbrellas, Zip manicuring sets, kid & fabric gloves, sleeveless cardigans, silk jumpers, hosiery, rubber aprons, handkerchiefs, silk nighties, princess nickers, bloomers, combi-knickers, bathing suits, bathing caps, scarves, table cloths, tea and dinner napkins, afternoon tea and linen, handkerchiefs, sport, tray, and tea cloths, ironing boards, damask cloths, supper doilies, tray cloths, D'Oyles, pillow slims, cream blankets, crush cushions, bath mats, face cloths, fine powder and cream, powder puffs, face pads, powder, scent, tennis racquets, sets, tennis hats, writing pads, writing compendiums, board stationery, money purses, hand bags, bead necklaces, Gift-box stationery, brushes, comb, teeth & soaps, trinket boxes, fancy combs, clothes brushes, manicure sets, nail brushes, bridge stands. bbox=[384, 177, 617, 269]
millers-item: SUMMER-WEIGHT UNDERWEAR bbox=[148, 137, 249, 144]
bottom-ads bbox=[144, 1190, 376, 1299]
met-line: The reading on the dial printed below was taken at 12 noon to-day. bbox=[6, 67, 136, 83]
moon-line: JANUARY, 1928. bbox=[44, 189, 98, 197]
millers-make: MAKE AN EARLY INSPECTION bbox=[173, 176, 347, 187]
event-item: Feb. 8—Schools' Excursion to Victoria Park. bbox=[384, 570, 479, 585]
millers-address: THE HOUSE FOR VALUE, REVELL STREET, HOKITIKA. bbox=[168, 214, 351, 231]
storm-heading: ENORMOUS STORM bbox=[766, 39, 836, 61]
grass-list bbox=[6, 1013, 136, 1051]
squire-text: Mr Jas. Squire, who was in business as a storekeeper at Ross in the early days of the gold rush, and who at the time (the late eighties) was a resident of the Westland County Council, is on a visit to the district from the North Island where he has been for some years. He is renewing old acquaintances. bbox=[504, 816, 617, 893]
millers-warehouse: MILLER'S WAREHOUSE, bbox=[162, 200, 358, 217]
cholerton-intro: IF YOU ARE in need of glasses, fitted properly after a careful examination of the eyes with electrical instruments, then consult— bbox=[384, 630, 497, 669]
flood-text: LONDON, Jan. 7. The Thames established yesterday its highest flood on record, 18 inches above the previous highest level. The Thames banks were overflowing and large areas were flooded. Thousands of cellars in London were flooded. bbox=[742, 545, 860, 599]
swimming-text: A meeting of the committee of the Hokitika Swimming Club will be held at the Baths on Tuesday, 10th January at 8 p.m. It has been proposed to arrange a series of races and the carnival will be held at the Baths. —M. Roseler, Hon. Sec.—Advt. bbox=[624, 32, 735, 93]
us-text: WASHINGTON, Jan. 6. M. Briand's reply to Mr Kellogg's note regarding the proposal to deal with "wars of aggression," and launches official reaction here was unfavourable. Contrary to Press despatches that M. Briand had accepted Mr Kellogg's proposal to conclude a multilateral treaty renouncing war as an instrument of national policy, the reply in effect restates the original proposal of a bilateral treaty between France and America. The State Department declines to comment on the reply until it has been carefully studied. bbox=[868, 935, 986, 1058]
telegrams-text: GREYMOUTH, Jan. 7.—Sailed Gabriella for Melbourne at 10 p.m. on 6th. WELLINGTON, Jan. 7.—Arrived at 1.30 a.m. Kartigi from Greymouth. GREYMOUTH, Jan. 9. Sailed—At 10.15 a.m. 7th, Kaitangi for Napier. GREYMOUTH, Jan. 9. Sailed—At 10.30 a.m. 7th, Titoki for Westport and Nelson. bbox=[6, 361, 136, 430]
potato-item: Beauty Hebron, bbox=[73, 967, 124, 975]
addisons-address: HAMILTON ST., HOKITIKA. bbox=[466, 287, 551, 295]
swimming-text-3: A meeting of the committee of the Hokitika Swimming Club will be held at the Baths on Tuesday, 10th January at 8 p.m. It has been proposed to arrange a series of races and the carnival will be held at the Baths. —M. Roseler, Hon. Sec.—Advt. bbox=[624, 335, 735, 397]
masthead-date: 9, 1928. bbox=[720, 8, 778, 22]
presidency-text: NEW YORK, Jan. 7. A Kansas City message states, "William Butler, Chairman of the Republican National Committee, stated Mr Coolidge had not necessarily been eliminated from the Presidential race." bbox=[994, 475, 1110, 529]
column-1 bbox=[6, 32, 152, 1467]
coming-events-heading: COMING EVENTS bbox=[390, 307, 491, 319]
